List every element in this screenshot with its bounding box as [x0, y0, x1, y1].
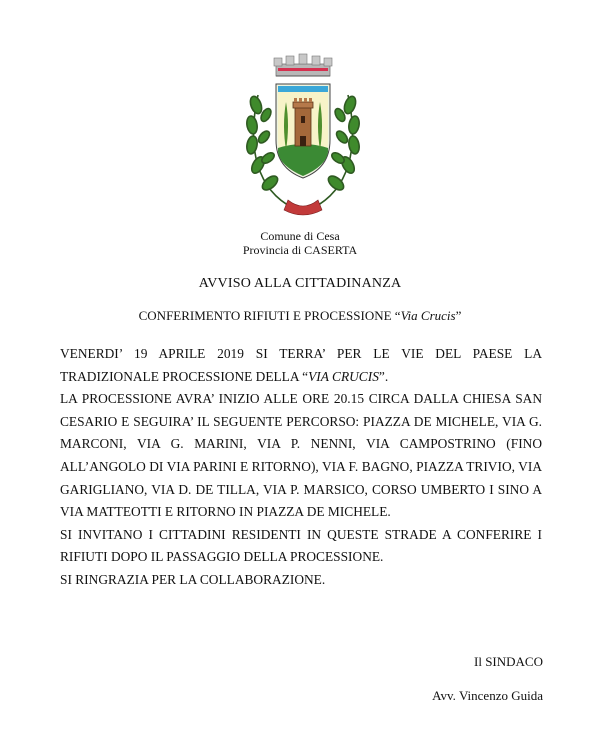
signature-role: Il SINDACO: [474, 654, 543, 669]
paragraph-date-text: VENERDI’ 19 APRILE 2019 SI TERRA’ PER LE VIE DEL PAESE LA TRADIZIONALE PROCESSIONE DELLA “: [60, 346, 542, 384]
paragraph-date-italic: VIA CRUCIS: [308, 368, 379, 384]
coat-of-arms-image: [238, 40, 368, 218]
municipality-name: Comune di Cesa: [260, 229, 340, 243]
paragraph-date-end: ”.: [378, 368, 389, 384]
paragraph-date: [60, 343, 542, 388]
province-name: Provincia di CASERTA: [242, 243, 358, 257]
paragraph-route: LA PROCESSIONE AVRA’ INIZIO ALLE ORE 20.15 CIRCA DALLA CHIESA SAN CESARIO E SEGUIRA’ IL SEGUENTE PERCORSO: PIAZZA DE MICHELE, VIA G. MARCONI, VIA G. MARINI, VIA P. NENNI, VIA CAMPOSTRINO (FINO ALL’ANGOLO DI VIA PARINI E RITORNO), VIA F. BAGNO, PIAZZA TRIVIO, VIA GARIGLIANO, VIA D. DE TILLA, VIA P. MARSICO, CORSO UMBERTO I SINO A VIA MATTEOTTI E RITORNO IN PIAZZA DE MICHELE.: [60, 391, 542, 520]
crown-icon: [274, 54, 332, 76]
paragraph-waste: SI INVITANO I CITTADINI RESIDENTI IN QUESTE STRADE A CONFERIRE I RIFIUTI DOPO IL PASSAGGIO DELLA PROCESSIONE.: [60, 526, 542, 565]
notice-title: AVVISO ALLA CITTADINANZA: [198, 276, 402, 291]
subtitle-prefix: CONFERIMENTO RIFIUTI E PROCESSIONE “: [138, 308, 401, 323]
subtitle-suffix: ”: [455, 308, 462, 323]
notice-body: [60, 343, 542, 592]
ribbon-icon: [284, 200, 322, 215]
shield-icon: [276, 84, 330, 178]
paragraph-thanks: SI RINGRAZIA PER LA COLLABORAZIONE.: [60, 571, 326, 587]
notice-subtitle: [0, 308, 600, 324]
signature-name: Avv. Vincenzo Guida: [432, 688, 543, 703]
subtitle-italic: Via Crucis: [400, 308, 456, 323]
